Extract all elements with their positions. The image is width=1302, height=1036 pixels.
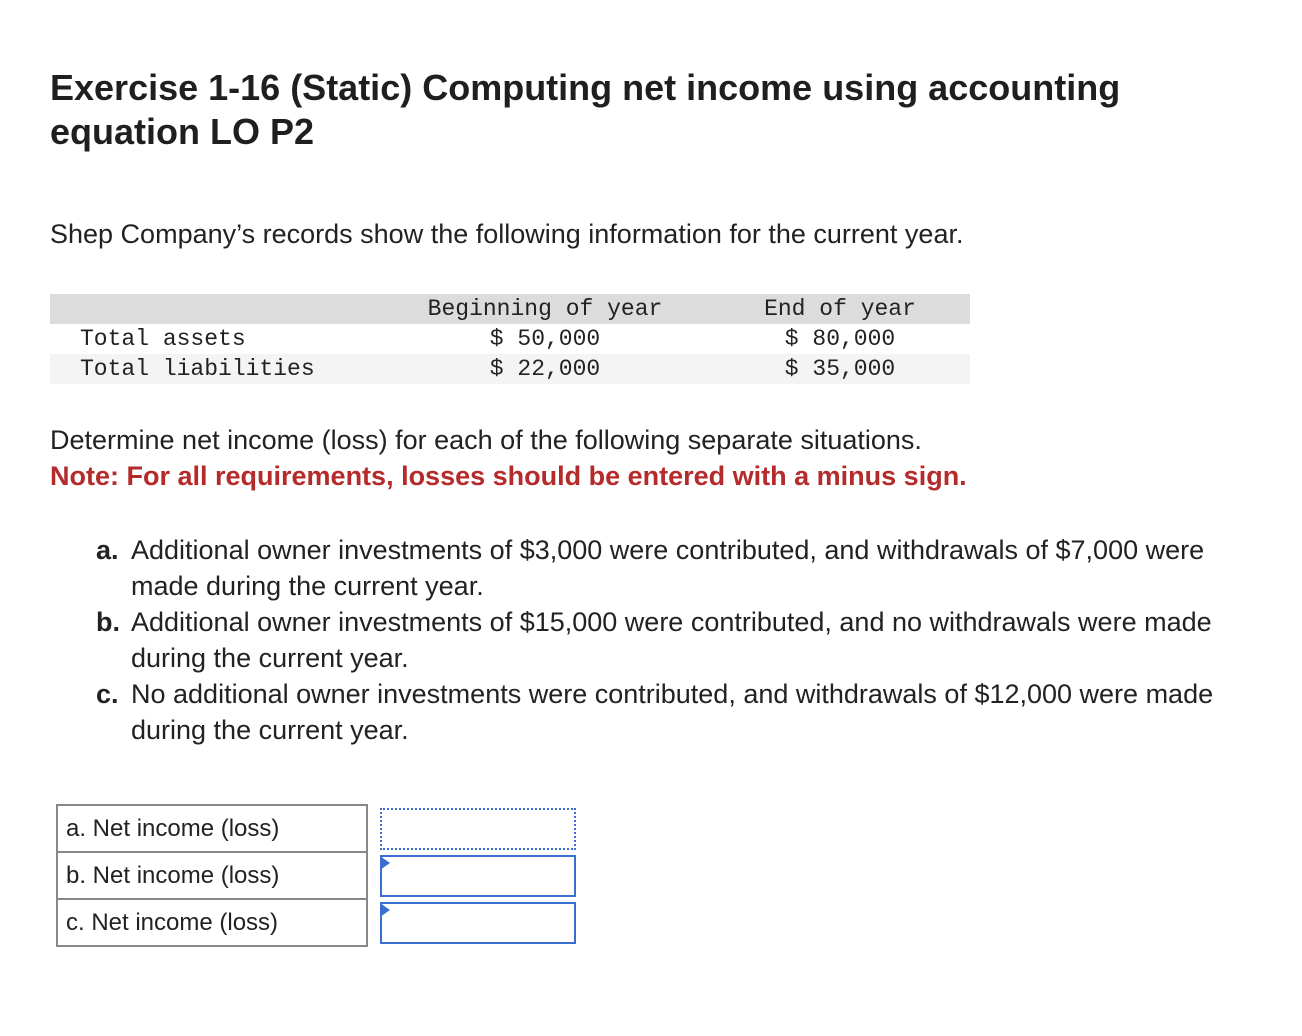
situation-text: No additional owner investments were contributed, and withdrawals of $12,000 were made during the current year. — [131, 679, 1214, 745]
answer-table — [56, 804, 582, 947]
instructions-text: Determine net income (loss) for each of the following separate situations. — [50, 425, 922, 455]
answer-cell-b — [367, 852, 581, 899]
net-income-a-input[interactable] — [380, 808, 576, 850]
intro-text: Shep Company’s records show the following information for the current year. — [50, 219, 964, 249]
header-beginning: Beginning of year — [427, 296, 663, 322]
situation-text: Additional owner investments of $3,000 were contributed, and withdrawals of $7,000 were made during the current year. — [131, 535, 1205, 601]
table-header-row — [50, 294, 970, 324]
total-assets-end: $ 80,000 — [784, 326, 896, 352]
net-income-b-input[interactable] — [380, 855, 576, 897]
answer-row-c — [57, 899, 581, 946]
answer-cell-a — [367, 805, 581, 852]
situation-letter: c. — [96, 679, 119, 709]
situation-letter: a. — [96, 535, 119, 565]
data-table — [50, 294, 970, 384]
net-income-c-input[interactable] — [380, 902, 576, 944]
page-title: Exercise 1-16 (Static) Computing net income using accounting equation LO P2 — [50, 67, 1121, 152]
instructions-block — [50, 422, 1270, 494]
situation-text: Additional owner investments of $15,000 were contributed, and no withdrawals were made during the current year. — [131, 607, 1212, 673]
total-assets-beginning: $ 50,000 — [489, 326, 601, 352]
row-label-total-liabilities: Total liabilities — [80, 356, 315, 382]
answer-row-b — [57, 852, 581, 899]
situations-list — [96, 532, 1266, 748]
situation-c — [96, 676, 1266, 748]
total-liabilities-end: $ 35,000 — [784, 356, 896, 382]
flag-marker-icon — [380, 856, 390, 870]
row-label-total-assets: Total assets — [80, 326, 246, 352]
answer-label-b: b. Net income (loss) — [57, 852, 367, 899]
header-end: End of year — [764, 296, 916, 322]
flag-marker-icon — [380, 903, 390, 917]
answer-label-c: c. Net income (loss) — [57, 899, 367, 946]
situation-letter: b. — [96, 607, 120, 637]
answer-label-a: a. Net income (loss) — [57, 805, 367, 852]
situation-b — [96, 604, 1266, 676]
answer-row-a — [57, 805, 581, 852]
situation-a — [96, 532, 1266, 604]
table-row — [50, 354, 970, 384]
total-liabilities-beginning: $ 22,000 — [489, 356, 601, 382]
answer-cell-c — [367, 899, 581, 946]
note-text: Note: For all requirements, losses should be entered with a minus sign. — [50, 461, 967, 491]
table-row — [50, 324, 970, 354]
